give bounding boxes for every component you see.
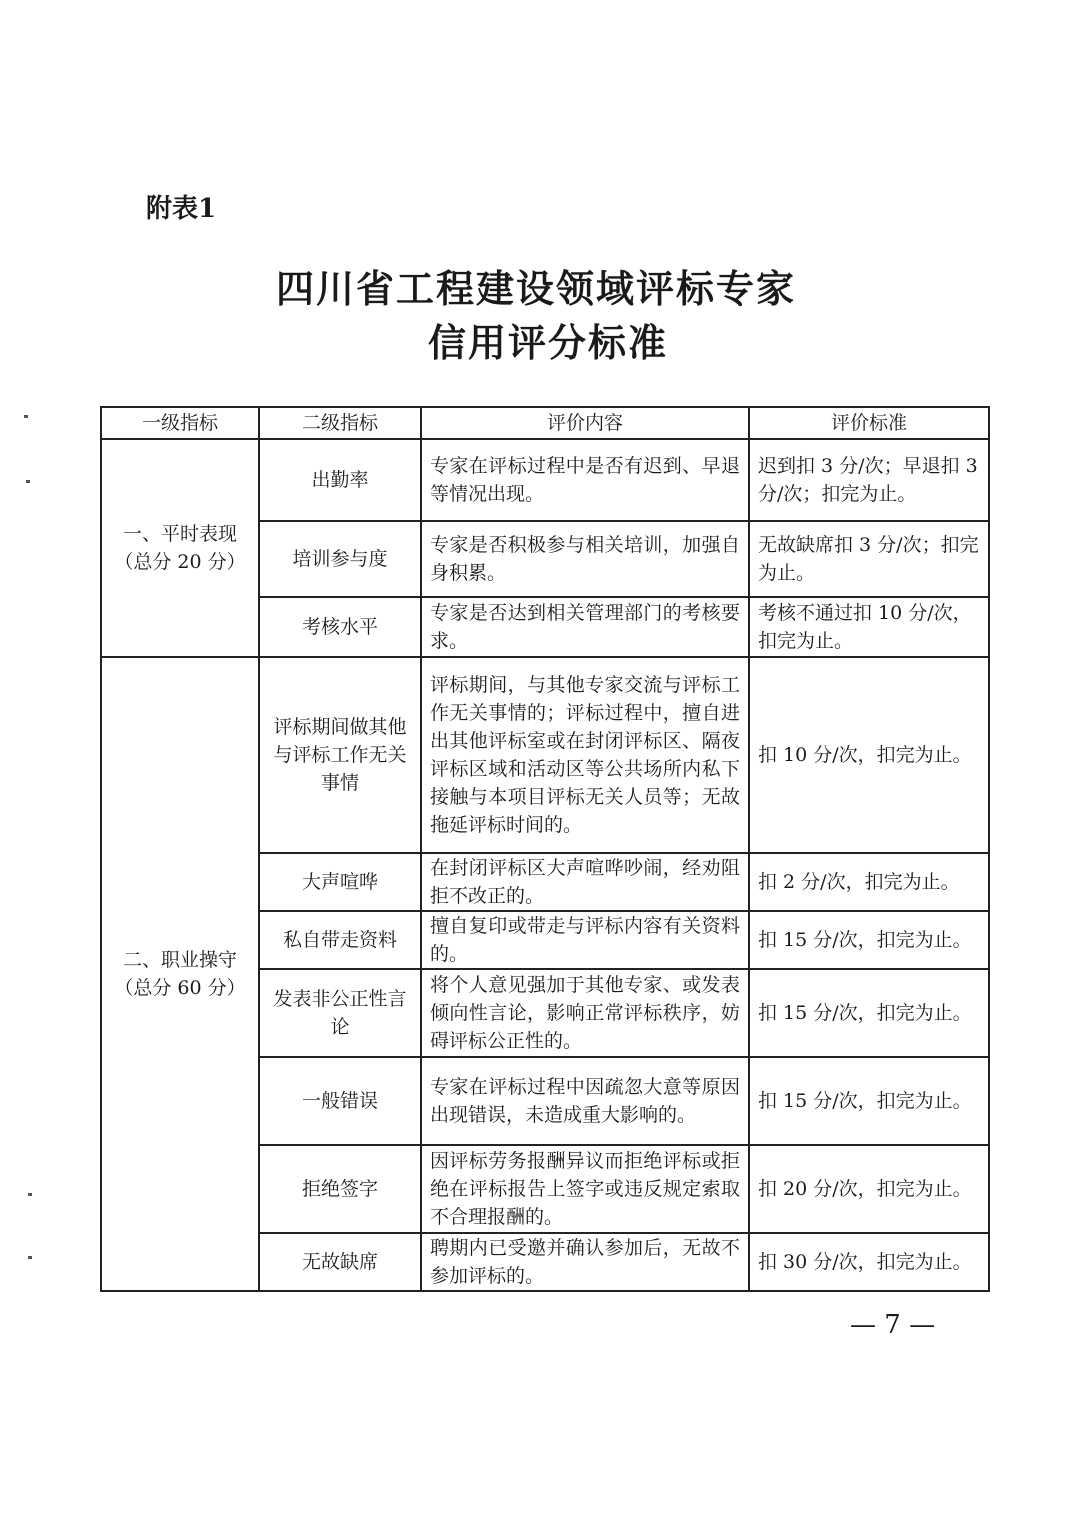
level2-cell: 培训参与度 bbox=[259, 521, 421, 597]
content-cell: 评标期间，与其他专家交流与评标工作无关事情的；评标过程中，擅自进出其他评标室或在封闭评标区、隔夜评标区域和活动区等公共场所内私下接触与本项目评标无关人员等；无故拖延评标时间的。 bbox=[421, 657, 749, 853]
level2-cell: 拒绝签字 bbox=[259, 1145, 421, 1233]
scan-speck bbox=[24, 415, 28, 418]
level1-name: 二、职业操守 bbox=[122, 949, 237, 971]
content-cell: 因评标劳务报酬异议而拒绝评标或拒绝在评标报告上签字或违反规定索取不合理报酬的。 bbox=[421, 1145, 749, 1233]
standard-cell: 无故缺席扣 3 分/次；扣完为止。 bbox=[749, 521, 989, 597]
document-title-line1: 四川省工程建设领域评标专家 bbox=[275, 266, 796, 311]
table-row bbox=[101, 657, 989, 853]
table-row bbox=[101, 439, 989, 521]
level1-score: （总分 20 分） bbox=[114, 551, 246, 573]
page-number: — 7 — bbox=[850, 1310, 936, 1340]
header-standard: 评价标准 bbox=[749, 407, 989, 439]
standard-cell: 扣 20 分/次，扣完为止。 bbox=[749, 1145, 989, 1233]
scan-speck bbox=[28, 1193, 32, 1196]
table-header-row bbox=[101, 407, 989, 439]
level2-cell: 大声喧哗 bbox=[259, 853, 421, 911]
level2-cell: 评标期间做其他与评标工作无关事情 bbox=[259, 657, 421, 853]
level1-name: 一、平时表现 bbox=[122, 523, 237, 545]
scoring-standard-table bbox=[100, 406, 990, 1292]
content-cell: 专家是否积极参与相关培训，加强自身积累。 bbox=[421, 521, 749, 597]
level2-cell: 考核水平 bbox=[259, 597, 421, 657]
content-cell: 聘期内已受邀并确认参加后，无故不参加评标的。 bbox=[421, 1233, 749, 1291]
level2-cell: 无故缺席 bbox=[259, 1233, 421, 1291]
level2-cell: 一般错误 bbox=[259, 1057, 421, 1145]
appendix-label: 附表1 bbox=[146, 194, 217, 224]
standard-cell: 考核不通过扣 10 分/次，扣完为止。 bbox=[749, 597, 989, 657]
content-cell: 在封闭评标区大声喧哗吵闹，经劝阻拒不改正的。 bbox=[421, 853, 749, 911]
standard-cell: 扣 15 分/次，扣完为止。 bbox=[749, 969, 989, 1057]
level2-cell: 出勤率 bbox=[259, 439, 421, 521]
level1-score: （总分 60 分） bbox=[114, 977, 246, 999]
standard-cell: 扣 15 分/次，扣完为止。 bbox=[749, 911, 989, 969]
header-content: 评价内容 bbox=[421, 407, 749, 439]
scan-speck bbox=[28, 1256, 32, 1259]
content-cell: 擅自复印或带走与评标内容有关资料的。 bbox=[421, 911, 749, 969]
standard-cell: 迟到扣 3 分/次；早退扣 3 分/次；扣完为止。 bbox=[749, 439, 989, 521]
content-cell: 专家是否达到相关管理部门的考核要求。 bbox=[421, 597, 749, 657]
content-cell: 专家在评标过程中是否有迟到、早退等情况出现。 bbox=[421, 439, 749, 521]
level2-cell: 私自带走资料 bbox=[259, 911, 421, 969]
level1-cell bbox=[101, 657, 259, 1291]
header-level1: 一级指标 bbox=[101, 407, 259, 439]
header-level2: 二级指标 bbox=[259, 407, 421, 439]
content-cell: 将个人意见强加于其他专家、或发表倾向性言论，影响正常评标秩序，妨碍评标公正性的。 bbox=[421, 969, 749, 1057]
content-cell: 专家在评标过程中因疏忽大意等原因出现错误，未造成重大影响的。 bbox=[421, 1057, 749, 1145]
standard-cell: 扣 15 分/次，扣完为止。 bbox=[749, 1057, 989, 1145]
scan-speck bbox=[26, 480, 30, 483]
standard-cell: 扣 10 分/次，扣完为止。 bbox=[749, 657, 989, 853]
level2-cell: 发表非公正性言论 bbox=[259, 969, 421, 1057]
standard-cell: 扣 30 分/次，扣完为止。 bbox=[749, 1233, 989, 1291]
standard-cell: 扣 2 分/次，扣完为止。 bbox=[749, 853, 989, 911]
document-title-line2: 信用评分标准 bbox=[427, 320, 668, 365]
level1-cell bbox=[101, 439, 259, 657]
